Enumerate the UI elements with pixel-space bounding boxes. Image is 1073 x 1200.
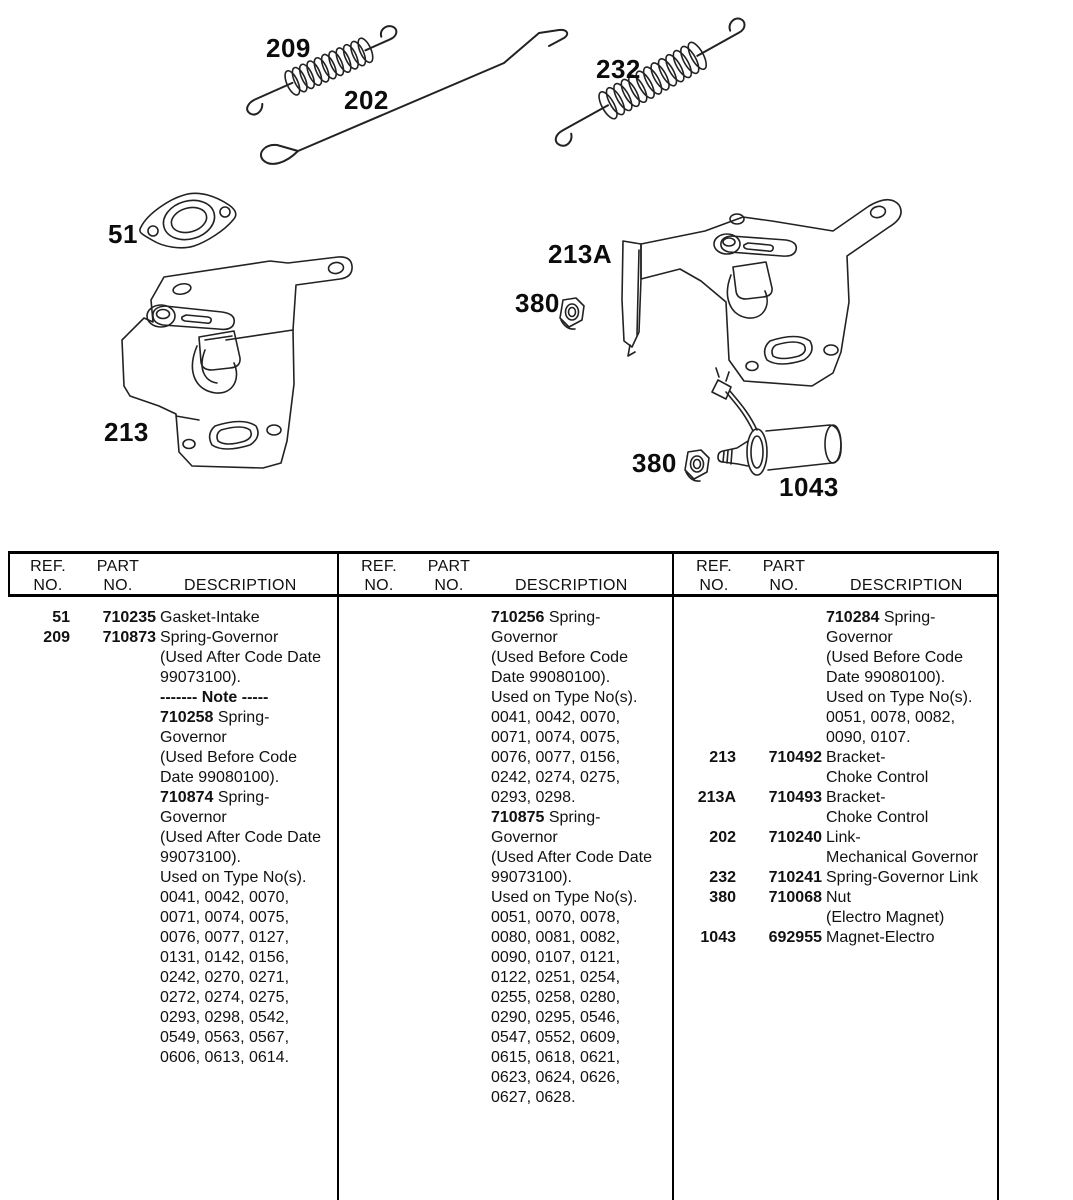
description-cell: Nut (Electro Magnet) — [826, 889, 945, 926]
part-ref-label: 202 — [344, 85, 389, 115]
table-row — [674, 608, 997, 748]
table-row — [8, 608, 337, 628]
ref-no-cell: 202 — [709, 829, 736, 846]
part-no-cell: 710492 — [768, 749, 822, 766]
parts-table — [0, 551, 1073, 1200]
description-cell: Bracket- Choke Control — [826, 749, 929, 786]
ref-no-cell: 213A — [697, 789, 736, 806]
parts-column — [8, 551, 337, 1200]
description-cell: Magnet-Electro — [826, 929, 935, 946]
description-cell: Link- Mechanical Governor — [826, 829, 979, 866]
description-cell: 710256 Spring- Governor (Used Before Code Date 99080100). Used on Type No(s). 0041, 0042, 0070, 0071, 0074, 0075, 0076, 0077, 0156, 0242, 0274, 0275, 0293, 0298. 710875 Spring- Governor (Used After Code Date 99073100). Used on Type No(s). 0051, 0070, 0078, 0080, 0081, 0082, 0090, 0107, 0121, 0122, 0251, 0254, 0255, 0258, 0280, 0290, 0295, 0546, 0547, 0552, 0609, 0615, 0618, 0621, 0623, 0624, 0626, 0627, 0628. — [491, 609, 652, 1106]
part-no-header: PART NO. — [762, 558, 806, 594]
part-ref-label: 213A — [548, 239, 613, 269]
intake-gasket-51-drawing — [140, 193, 236, 247]
ref-no-cell: 51 — [52, 609, 70, 626]
part-no-cell: 710241 — [768, 869, 822, 886]
description-cell: Spring-Governor (Used After Code Date 99073100). ------- Note ----- 710258 Spring- Governor (Used Before Code Date 99080100). 710874 Spring- Governor (Used After Code Date 99073100). Used on Type No(s). 0041, 0042, 0070, 0071, 0074, 0075, 0076, 0077, 0127, 0131, 0142, 0156, 0242, 0270, 0271, 0272, 0274, 0275, 0293, 0298, 0542, 0549, 0563, 0567, 0606, 0613, 0614. — [160, 629, 321, 1066]
column-header — [674, 551, 997, 597]
spring-232-drawing — [546, 15, 755, 149]
description-cell: Spring-Governor Link — [826, 869, 979, 886]
description-cell: 710284 Spring- Governor (Used Before Code Date 99080100). Used on Type No(s). 0051, 0078, 0082, 0090, 0107. — [826, 609, 973, 746]
part-no-cell: 692955 — [768, 929, 822, 946]
table-row — [674, 788, 997, 828]
ref-no-header: REF. NO. — [696, 558, 732, 594]
nut-380-drawing — [685, 450, 709, 481]
description-cell: Bracket- Choke Control — [826, 789, 929, 826]
ref-no-cell: 213 — [709, 749, 736, 766]
part-no-cell: 710068 — [768, 889, 822, 906]
part-no-header: PART NO. — [427, 558, 471, 594]
parts-column — [674, 551, 997, 1200]
nut-380-drawing — [560, 298, 584, 329]
ref-no-cell: 232 — [709, 869, 736, 886]
part-no-cell: 710240 — [768, 829, 822, 846]
table-row — [674, 828, 997, 868]
parts-rows — [8, 608, 337, 1068]
parts-rows — [674, 608, 997, 948]
column-header — [339, 551, 672, 597]
part-no-cell: 710873 — [102, 629, 156, 646]
part-ref-label: 232 — [596, 54, 641, 84]
part-ref-label: 213 — [104, 417, 149, 447]
part-ref-label: 209 — [266, 33, 311, 63]
part-no-cell: 710493 — [768, 789, 822, 806]
description-cell: Gasket-Intake — [160, 609, 260, 626]
description-header: DESCRIPTION — [515, 577, 628, 594]
ref-no-cell: 209 — [43, 629, 70, 646]
table-row — [674, 888, 997, 928]
column-header — [8, 551, 337, 597]
part-no-header: PART NO. — [96, 558, 140, 594]
part-ref-label: 51 — [108, 219, 138, 249]
table-row — [339, 608, 672, 1108]
table-row — [674, 868, 997, 888]
parts-rows — [339, 608, 672, 1108]
part-no-cell: 710235 — [102, 609, 156, 626]
ref-no-header: REF. NO. — [361, 558, 397, 594]
ref-no-cell: 380 — [709, 889, 736, 906]
table-row — [674, 748, 997, 788]
parts-column — [339, 551, 672, 1200]
table-row — [8, 628, 337, 1068]
choke-bracket-213a-drawing — [622, 200, 901, 386]
ref-no-header: REF. NO. — [30, 558, 66, 594]
description-header: DESCRIPTION — [850, 577, 963, 594]
ref-no-cell: 1043 — [700, 929, 736, 946]
part-ref-label: 380 — [632, 448, 677, 478]
parts-diagram — [0, 0, 1073, 551]
table-right-border — [997, 551, 999, 1200]
description-header: DESCRIPTION — [184, 577, 297, 594]
choke-bracket-213-drawing — [122, 257, 352, 468]
table-row — [674, 928, 997, 948]
part-ref-label: 380 — [515, 288, 560, 318]
part-ref-label: 1043 — [779, 472, 839, 502]
